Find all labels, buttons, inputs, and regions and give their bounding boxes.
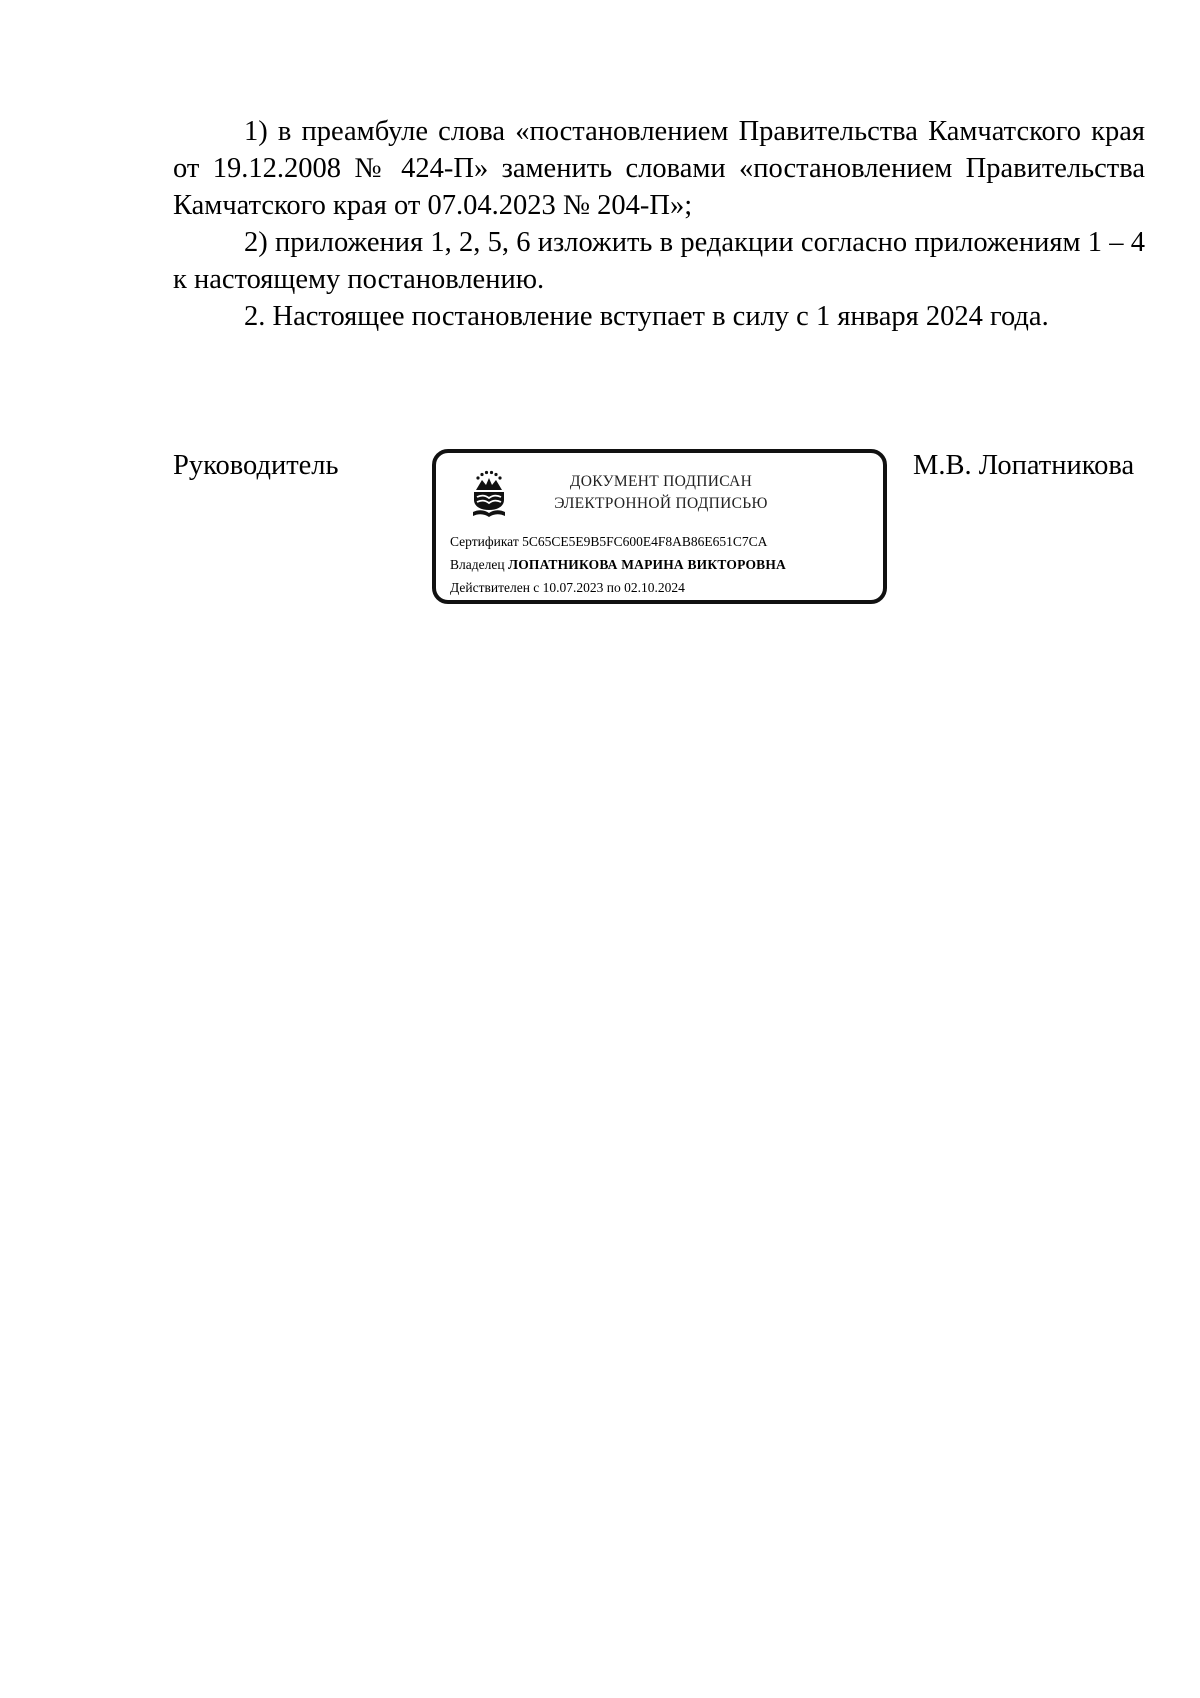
electronic-signature-stamp [432,449,887,604]
coat-of-arms-icon [470,470,508,518]
owner-value: ЛОПАТНИКОВА МАРИНА ВИКТОРОВНА [507,557,787,572]
valid-to-label: по [606,580,621,595]
certificate-label: Сертификат [450,534,519,549]
stamp-owner-line [450,556,786,574]
signer-name: М.В. Лопатникова [913,450,1135,481]
paragraph-appendices-amendment: 2) приложения 1, 2, 5, 6 изложить в редакции согласно приложениям 1 – 4 к настоящему постановлению. [173,227,1145,295]
valid-from-date: 10.07.2023 [542,580,604,595]
certificate-value: 5C65CE5E9B5FC600E4F8AB86E651C7CA [522,534,768,549]
valid-to-date: 02.10.2024 [624,580,685,595]
document-body [173,113,1145,335]
valid-from-label: Действителен с [450,580,540,595]
stamp-validity-line [450,579,685,597]
paragraph-effective-date: 2. Настоящее постановление вступает в силу с 1 января 2024 года. [244,301,1049,332]
owner-label: Владелец [450,557,505,572]
paragraph-preamble-amendment: 1) в преамбуле слова «постановлением Правительства Камчатского края от 19.12.2008 № 424-П» заменить словами «постановлением Правительства Камчатского края от 07.04.2023 № 204-П»; [173,116,1145,221]
stamp-header [526,471,796,515]
signer-position: Руководитель [173,450,339,481]
stamp-header-line-1: ДОКУМЕНТ ПОДПИСАН [569,473,753,490]
stamp-header-line-2: ЭЛЕКТРОННОЙ ПОДПИСЬЮ [554,495,768,512]
stamp-certificate-line [450,533,767,551]
